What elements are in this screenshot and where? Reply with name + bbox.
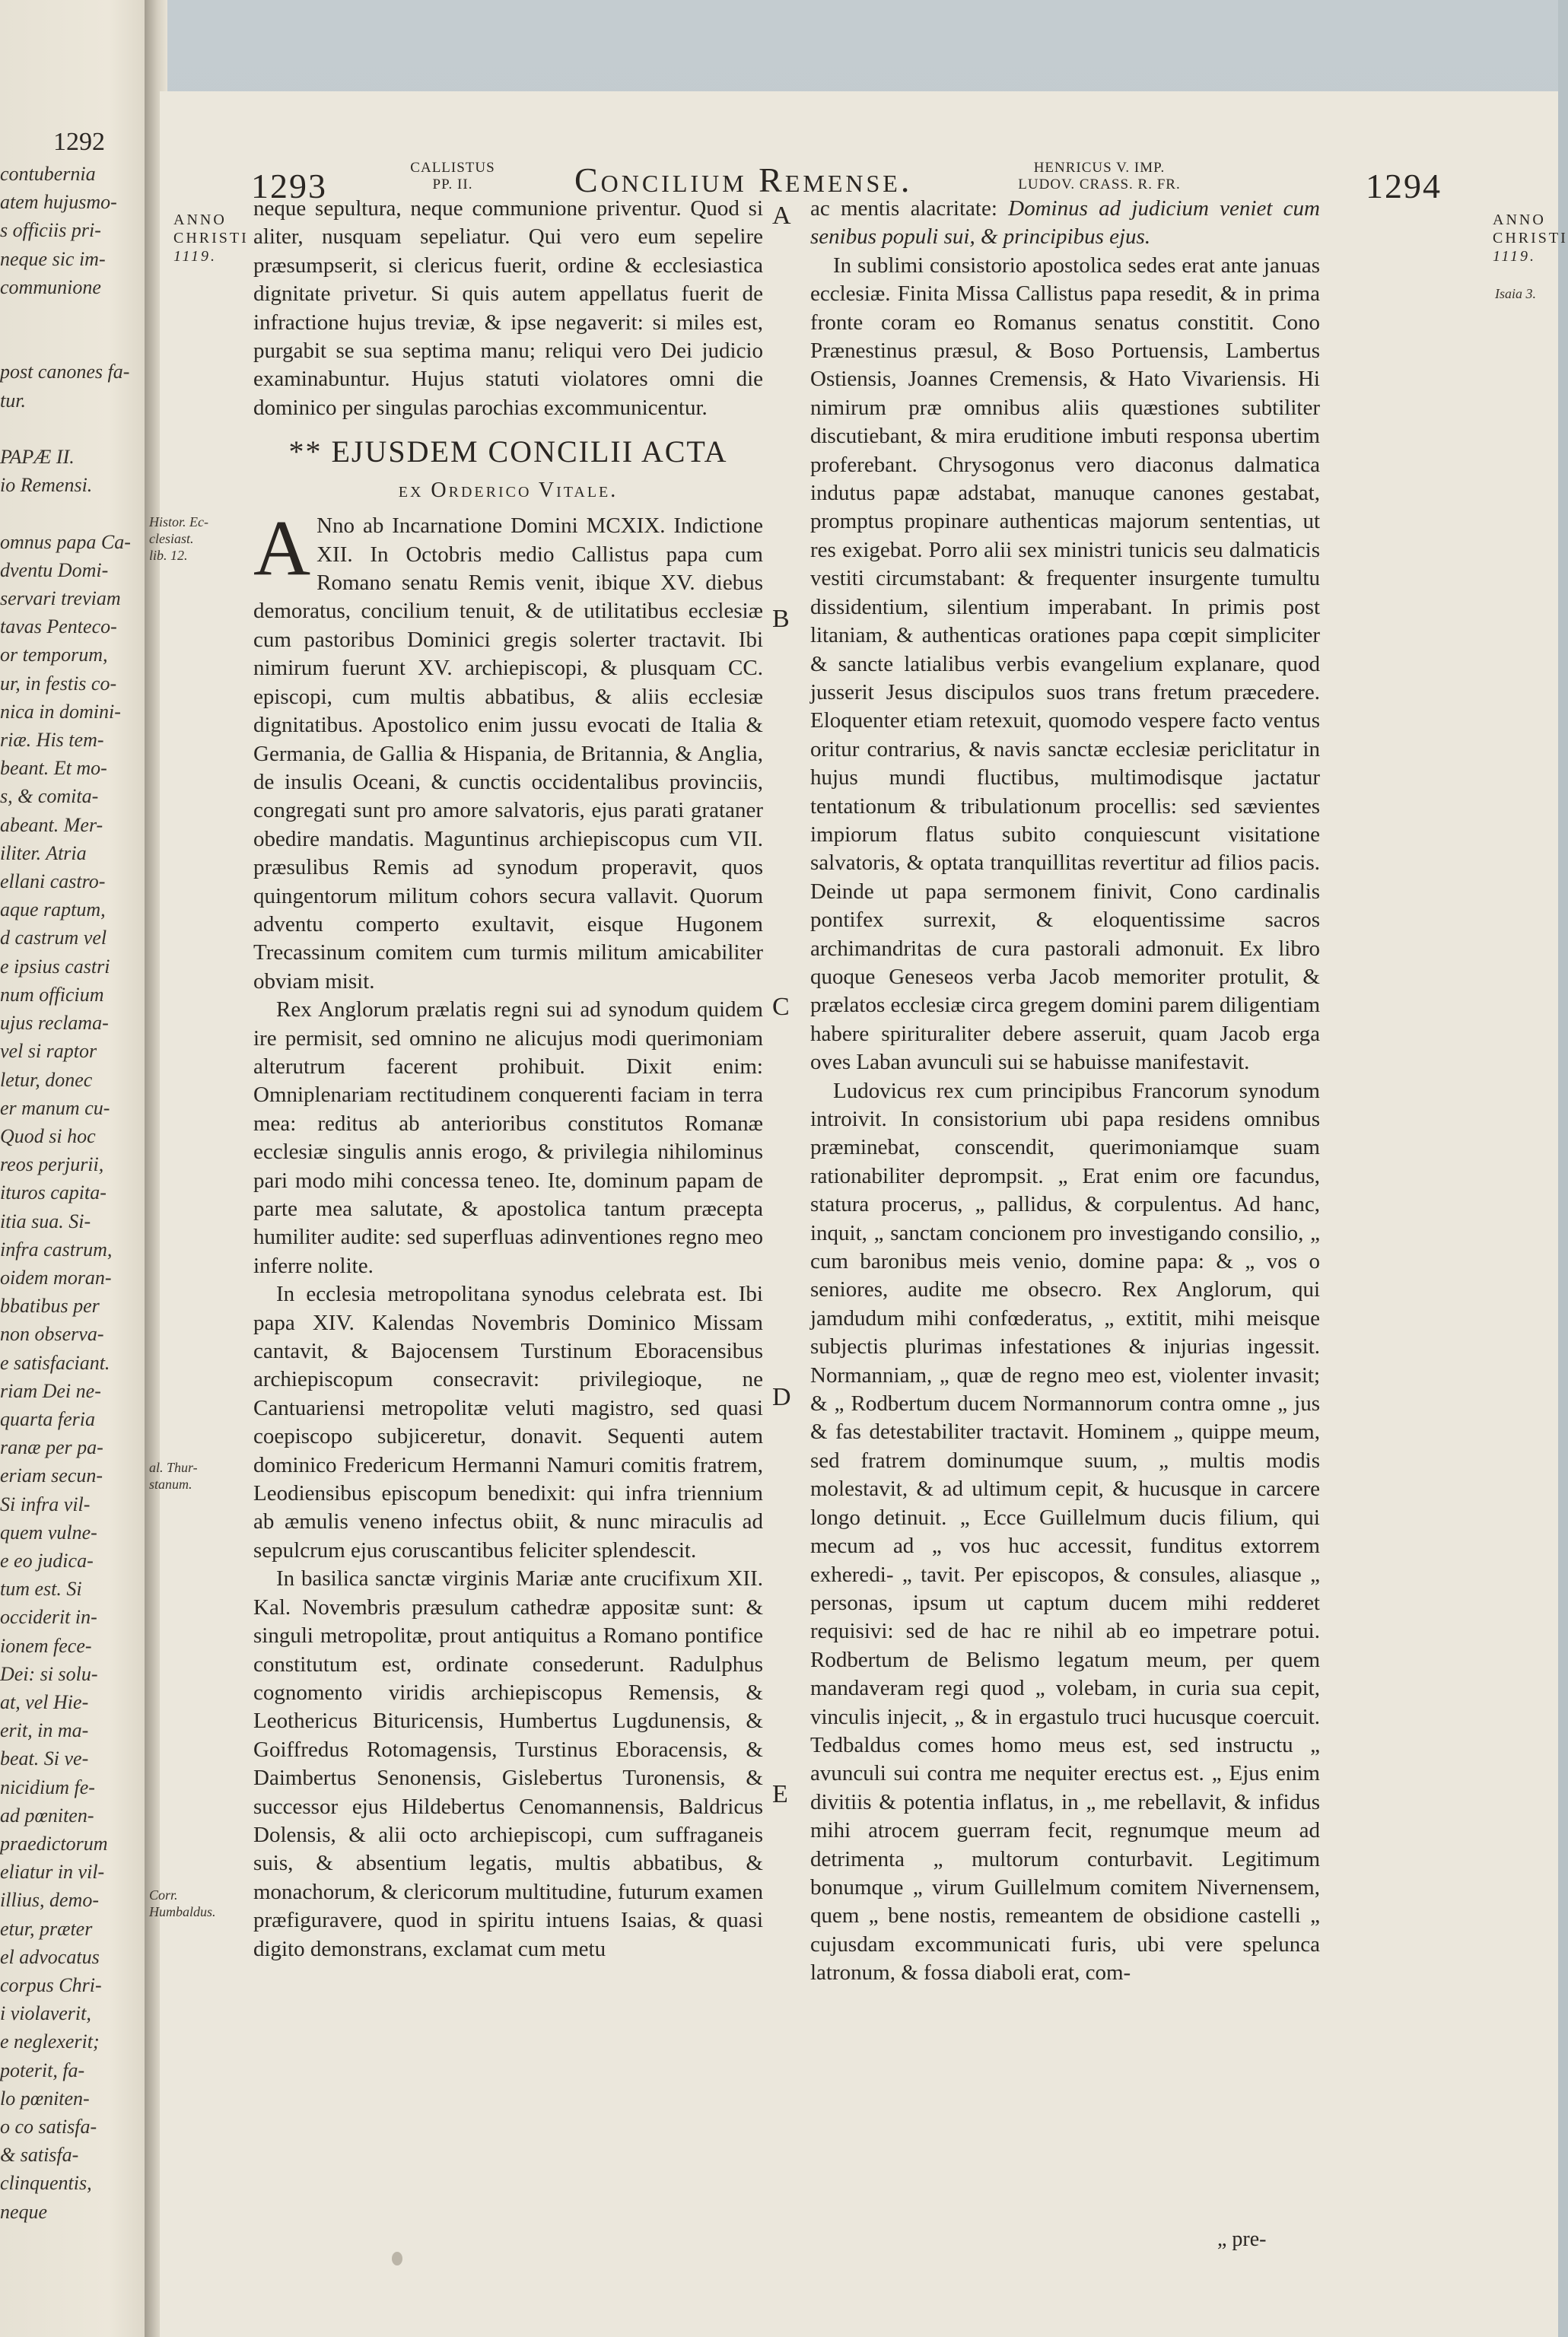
previous-page-line: Dei: si solu-	[0, 1662, 98, 1685]
previous-page-line: riæ. His tem-	[0, 729, 104, 752]
header-king: LUDOV. CRASS. R. FR.	[1018, 176, 1181, 192]
header-emperor: HENRICUS V. IMP.	[1033, 160, 1166, 176]
previous-page-line: e ipsius castri	[0, 955, 110, 978]
header-pope-name: CALLISTUS	[410, 160, 495, 176]
previous-page-line: er manum cu-	[0, 1096, 110, 1119]
previous-page-line: i violaverit,	[0, 2002, 91, 2025]
previous-page-line: dventu Domi-	[0, 558, 109, 581]
previous-page-line: neque sic im-	[0, 247, 106, 270]
drop-cap: A	[253, 504, 311, 593]
previous-page-line: eriam secun-	[0, 1464, 103, 1487]
section-letter-c: C	[772, 993, 790, 1021]
previous-page-line: etur, præter	[0, 1917, 93, 1940]
previous-page-line: oidem moran-	[0, 1266, 112, 1289]
christi-word: CHRISTI	[1493, 230, 1568, 246]
previous-page-line: servari treviam	[0, 587, 121, 610]
previous-page-line: or temporum,	[0, 644, 108, 666]
previous-page-line: nicidium fe-	[0, 1776, 95, 1798]
left-column	[253, 195, 763, 1963]
quote-lead: ac mentis alacritate:	[810, 196, 1009, 221]
margin-line: lib. 12.	[149, 548, 188, 563]
header-rulers	[1000, 160, 1198, 193]
anno-word: ANNO	[173, 211, 227, 228]
previous-page-line: nica in domini-	[0, 700, 121, 723]
previous-page-line: post canones fa-	[0, 361, 130, 383]
previous-page-line: iliter. Atria	[0, 841, 87, 864]
section-letter-d: D	[772, 1383, 791, 1411]
previous-page-line: non observa-	[0, 1323, 104, 1346]
previous-page-line: s officiis pri-	[0, 219, 101, 242]
christi-word: CHRISTI	[173, 230, 249, 246]
paragraph-consistorio: In sublimi consistorio apostolica sedes erat ante januas ecclesiæ. Finita Missa Callistus papa resedit, & in prima fronte coram eo Romanus senatus constitit. Cono Prænestinus præsul, & Boso Portuensis, Lambertus Ostiensis, Joannes Cremensis, & Hato Vivariensis. Hi nimirum præ omnibus aliis quæstiones subtiliter discutiebant, & mira eruditione imbuti responsa ubertim proferebant. Chrysogonus vero diaconus dalmatica indutus papæ adstabat, manuque canones gestabat, promptus propinare authenticas majorum sententias, ut res exigebat. Porro alii sex ministri tunicis seu dalmaticis vestiti circumstabant: & frequenter insurgente tumultu dissidentium, silentium imperabant. In primis post litaniam, & authenticas orationes papa cœpit simpliciter & sancte latialibus verbis evangelium explanare, quod jusserit Jesus discipulos suos trans fretum præcedere. Eloquenter etiam retexuit, quomodo vespere facto ventus oritur contrarius, & navis sanctæ ecclesiæ periclitatur in hujus mundi fluctibus, multimodisque jactatur tentationum & tribulationum procellis: sed sævientes impiorum flatus subito conquiescunt visitatione salvatoris, & optata tranquillitas revertitur ad filios pacis. Deinde ut papa sermonem finivit, Cono cardinalis pontifex surrexit, & eloquentissime sacros archimandritas de cura pastorali admonuit. Ex libro quoque Geneseos verba Jacob memoriter protulit, & prælatos ecclesiæ circa gregem domini parem diligentiam habere spirituraliter debere asseruit, quam Jacob erga oves Laban avunculi sui se habuisse manifestavit.	[810, 253, 1321, 1075]
previous-page-line: el advocatus	[0, 1945, 100, 1968]
previous-page-line: riam Dei ne-	[0, 1379, 101, 1402]
previous-page-line: erit, in ma-	[0, 1719, 89, 1742]
margin-line: Corr.	[149, 1887, 178, 1903]
quote-italic: Dominus ad judicium veniet cum senibus populi sui, & principibus ejus.	[810, 196, 1320, 250]
page-number-right: 1294	[1366, 167, 1442, 205]
previous-page-line: s, & comita-	[0, 785, 99, 808]
previous-page-line: ujus reclama-	[0, 1012, 109, 1035]
previous-page-line: atem hujusmo-	[0, 191, 117, 214]
previous-page-line: bbatibus per	[0, 1295, 100, 1318]
page	[149, 91, 1568, 2337]
catchword: „ pre-	[1217, 2227, 1267, 2251]
year-marker-right	[1493, 211, 1568, 265]
previous-page-line: o co satisfa-	[0, 2116, 97, 2138]
section-subheading: ex Orderico Vitale.	[398, 479, 619, 503]
previous-page-line: ranæ per pa-	[0, 1436, 103, 1459]
previous-page-line: Quod si hoc	[0, 1124, 96, 1147]
previous-page-text	[0, 160, 152, 2226]
header-pope-title: PP. II.	[432, 176, 473, 192]
margin-line: clesiast.	[149, 531, 194, 546]
previous-page-line: PAPÆ II.	[0, 446, 75, 469]
section-letter-e: E	[772, 1780, 788, 1808]
previous-page-line: corpus Chri-	[0, 1974, 102, 1996]
previous-page-line	[0, 301, 152, 329]
margin-note-histor	[149, 514, 208, 564]
previous-page-line: contubernia	[0, 163, 96, 185]
paragraph-ecclesia-metropolitana: In ecclesia metropolitana synodus celebrata est. Ibi papa XIV. Kalendas Novembris Dominico Missam cantavit, & Bajocensem Turstinum Eboracensibus archiepiscopum consecravit: privilegioque, ne Cantuariensi metropolitæ veluti magistro, sed quasi coepiscopo subjiceretur, donavit. Sequenti autem dominico Fredericum Hermanni Namuri comitis fratrem, Leodiensibus episcopum benedixit: qui infra triennium ab æmulis veneno infectus obiit, & nunc miraculis ad sepulcrum ejus coruscantibus feliciter splendescit.	[253, 1282, 763, 1563]
previous-page-line: tavas Penteco-	[0, 615, 117, 638]
paragraph-trevia-end: neque sepultura, neque communione priventur. Quod si aliter, nusquam sepeliatur. Qui vero eum sepelire præsumpserit, si clericus fuerit, ordine & ecclesiastica dignitate privetur. Si quis autem appellatus fuerit de infractione hujus treviæ, & ipse negaverit: si miles est, purgabit se sua septima manu; reliqui vero Dei judicio examinabuntur. Hujus statuti violatores omni die dominico per singulas parochias excommunicentur.	[253, 196, 763, 420]
margin-line: Histor. Ec-	[149, 514, 208, 529]
previous-page-line: quem vulne-	[0, 1521, 97, 1544]
page-number-left: 1293	[251, 167, 327, 205]
header-pope	[403, 160, 502, 193]
previous-page-line: ur, in festis co-	[0, 672, 117, 695]
previous-page-line: reos perjurii,	[0, 1153, 104, 1176]
previous-page-line: tum est. Si	[0, 1578, 82, 1601]
previous-page-line: letur, donec	[0, 1068, 93, 1091]
previous-page-line: ellani castro-	[0, 870, 106, 893]
previous-page-line: num officium	[0, 983, 104, 1006]
previous-page-line: abeant. Mer-	[0, 813, 103, 836]
margin-note-thurstanum	[149, 1459, 198, 1493]
paragraph-isaias-quote	[810, 195, 1320, 252]
section-letter-a: A	[772, 202, 791, 230]
margin-line: al. Thur-	[149, 1460, 198, 1475]
previous-page-line: beat. Si ve-	[0, 1747, 89, 1770]
margin-line: stanum.	[149, 1477, 192, 1492]
previous-page-line: d castrum vel	[0, 927, 107, 949]
previous-page-line: illius, demo-	[0, 1889, 99, 1912]
previous-page-line: e eo judica-	[0, 1549, 94, 1572]
paper-spot	[392, 2252, 402, 2265]
previous-page-line: praedictorum	[0, 1832, 108, 1855]
previous-page-line: itia sua. Si-	[0, 1210, 91, 1232]
anno-word: ANNO	[1493, 211, 1546, 228]
previous-page-line: ad pœniten-	[0, 1804, 94, 1827]
section-heading: ** EJUSDEM CONCILII ACTA	[288, 434, 728, 469]
previous-page-line: clinquentis,	[0, 2172, 92, 2195]
paragraph-acta-intro	[253, 504, 763, 996]
section-letter-b: B	[772, 605, 790, 633]
previous-page-line: lo pœniten-	[0, 2087, 90, 2110]
year-value: 1119.	[173, 248, 218, 265]
margin-line: Humbaldus.	[149, 1904, 216, 1919]
paragraph-acta-text: Nno ab Incarnatione Domini MCXIX. Indictione XII. In Octobris medio Callistus papa cum Romano senatu Remis venit, ibique XV. diebus demoratus, concilium tenuit, & de utilitatibus ecclesiæ cum pastoribus Dominici gregis solerter tractavit. Ibi nimirum fuerunt XV. archiepiscopi, & plusquam CC. episcopi, cum multis abbatibus, & aliis ecclesiæ dignitatibus. Apostolico enim jussu evocati de Italia & Germania, de Gallia & Hispania, de Britannia, & Anglia, de insulis Oceani, & cunctis occidentalibus provinciis, congregati sunt pro amore salvatoris, ejus parati grataner obedire mandatis. Maguntinus archiepiscopus cum VII. præsulibus Remis ad synodum properavit, quos quingentorum militum cohors secura vallavit. Quorum adventu comperto exultavit, eisque Hugonem Trecassinum comitem cum turmis militum amicabiliter obviam misit.	[253, 514, 763, 994]
previous-page-line	[0, 499, 152, 527]
paragraph-basilica: In basilica sanctæ virginis Mariæ ante crucifixum XII. Kal. Novembris præsulum cathedræ appositæ sunt: & singuli metropolitæ, prout antiquitus a Romano pontifice constitutum est, ordinate consederunt. Radulphus cognomento viridis archiepiscopus Remensis, & Leothericus Bituricensis, Humbertus Lugdunensis, & Goiffredus Rotomagensis, Turstinus Eboracensis, & Daimbertus Senonensis, Gislebertus Turonensis, & successor ejus Hildebertus Cenomannensis, Baldricus Dolensis, & alii octo archiepiscopi, cum suffraganeis suis, & absentium legatis, multis abbatibus, & monachorum, & clericorum multitudine, futurum examen præfiguravere, quod in spiritu intuens Isaias, & quasi digito demonstrans, exclamat cum metu	[253, 1566, 763, 1961]
previous-page-line: aque raptum,	[0, 898, 106, 921]
year-marker-left	[173, 211, 249, 265]
right-column	[810, 195, 1320, 1988]
margin-note-humbaldus	[149, 1887, 216, 1920]
year-value: 1119.	[1493, 248, 1537, 265]
previous-page-sliver	[0, 0, 156, 2337]
previous-page-line: communione	[0, 275, 101, 298]
paragraph-ludovicus: Ludovicus rex cum principibus Francorum synodum introivit. In consistorium ubi papa residens omnibus præminebat, conscendit, querimoniamque suam rationabiliter deprompsit. „ Erat enim ore facundus, statura procerus, „ pallidus, & corpulentus. Ad hanc, inquit, „ sanctam concionem pro investigando consilio, „ cum baronibus meis venio, domine papa: & „ vos o seniores, audite me obsecro. Rex Anglorum, qui jamdudum mihi confœderatus, „ extitit, mihi meisque subjectis plurimas infestationes & injurias ingessit. Normanniam, „ quæ de regno meo est, violenter invasit; & „ Rodbertum ducem Normannorum contra omne „ jus & fas detestabiliter tractavit. Hominem „ quippe meum, sed fratrem dominumque suum, „ multis modis molestavit, & ad ultimum cepit, & hucusque in carcere longo detinuit. „ Ecce Guillelmum ducis filium, qui mecum ad „ vos huc accessit, funditus extorrem exheredi- „ tavit. Per episcopos, & consules, aliasque „ personas, ipsum ut captum ducem mihi redderet requisivi: sed de hac re nihil ab eo impetrare potui. Rodbertum de Belismo legatum meum, per quem mandaveram regi quod „ volebam, in curia sua cepit, vinculis injecit, „ & in ergastulo truci hucusque coercuit. Tedbaldus comes homo meus est, sed instructu „ avunculi sui contra me nequiter erectus est. „ Ejus enim divitiis & potentia inflatus, in „ me rebellavit, & infidus mihi atrocem guerram fecit, regnumque meum ad detrimenta „ multorum conturbavit. Legitimum bonumque „ virum Guillelmum comitem Nivernensem, quem „ bene nostis, remeantem de obsidione castelli „ cujusdam excommunicati furis, ubi vere spelunca latronum, & fossa diaboli erat, com-	[810, 1078, 1320, 1986]
margin-note-isaia: Isaia 3.	[1495, 286, 1536, 301]
previous-page-line: beant. Et mo-	[0, 757, 107, 780]
previous-page-line	[0, 329, 152, 358]
previous-page-line	[0, 415, 152, 443]
previous-page-line: ionem fece-	[0, 1634, 92, 1657]
previous-page-line: poterit, fa-	[0, 2059, 85, 2081]
previous-page-line: omnus papa Ca-	[0, 530, 131, 553]
previous-page-line: ituros capita-	[0, 1181, 107, 1204]
previous-page-line: occiderit in-	[0, 1606, 97, 1629]
previous-page-line: io Remensi.	[0, 474, 93, 497]
previous-page-line: eliatur in vil-	[0, 1861, 105, 1884]
previous-page-line: neque	[0, 2200, 48, 2223]
previous-page-line: vel si raptor	[0, 1040, 97, 1063]
previous-page-line: at, vel Hie-	[0, 1690, 89, 1713]
previous-page-number: 1292	[53, 128, 105, 156]
page-title: Concilium Remense.	[574, 161, 913, 199]
previous-page-line: infra castrum,	[0, 1238, 113, 1261]
previous-page-line: & satisfa-	[0, 2144, 79, 2167]
previous-page-line: e satisfaciant.	[0, 1351, 110, 1374]
previous-page-line: tur.	[0, 389, 26, 412]
paragraph-rex-anglorum: Rex Anglorum prælatis regni sui ad synodum quidem ire permisit, sed omnino ne alicujus modi querimoniam alterutrum facerent prohibuit. Dixit enim: Omniplenariam rectitudinem conquerenti faciam in terra mea: reditus ab anterioribus constitutos Romanæ ecclesiæ singulis annis erogo, & privilegia nihilominus pari modo mihi concessa teneo. Ite, dominum papam de parte mea salutate, & apostolica tantum præcepta humiliter audite: sed superfluas adinventiones regno meo inferre nolite.	[253, 997, 763, 1278]
previous-page-line: quarta feria	[0, 1407, 95, 1430]
previous-page-line: e neglexerit;	[0, 2030, 100, 2053]
previous-page-line: Si infra vil-	[0, 1493, 91, 1515]
